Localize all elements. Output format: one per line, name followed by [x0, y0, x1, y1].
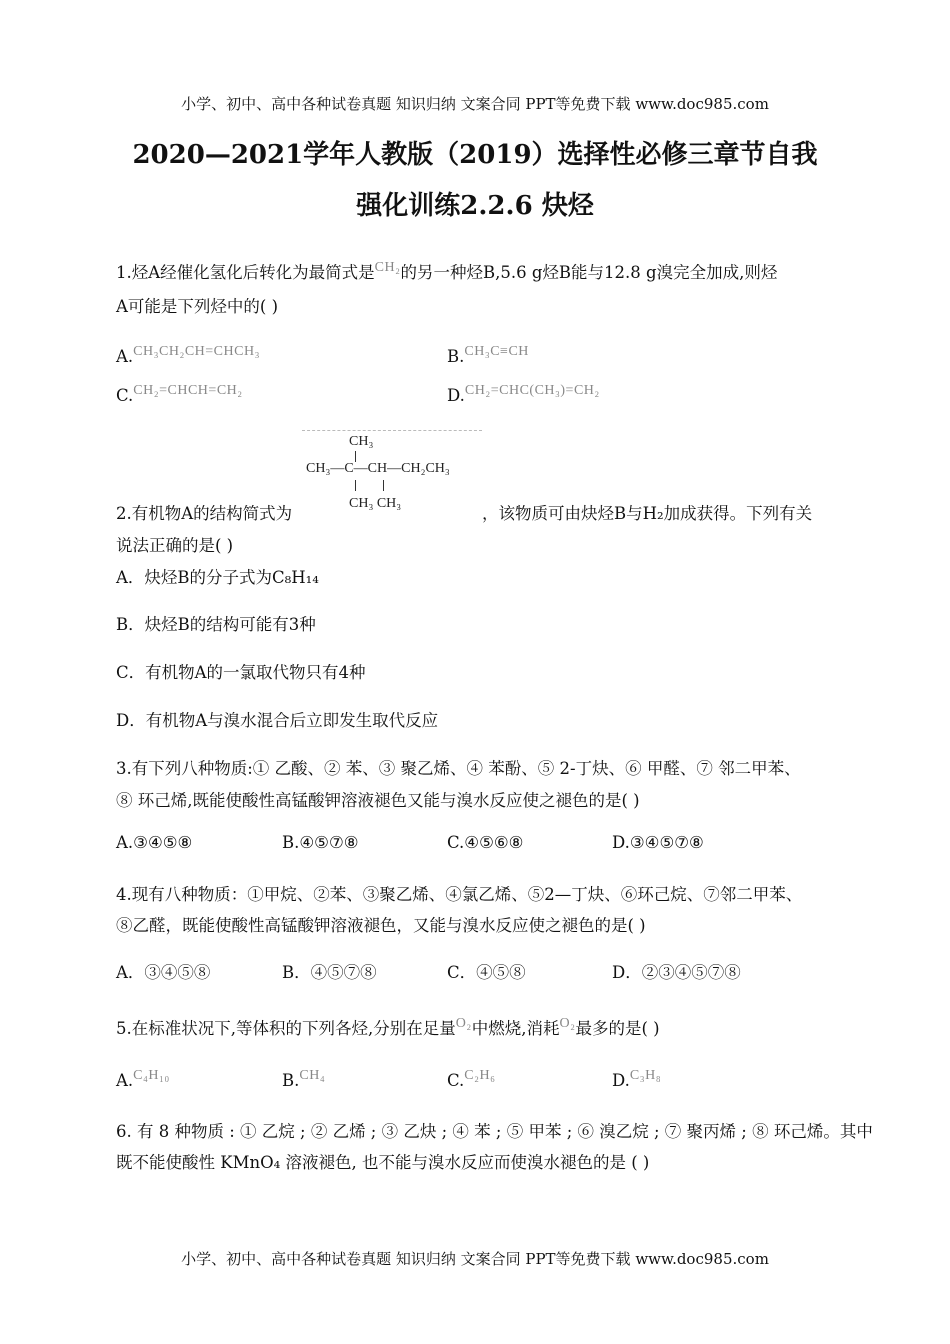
q1-formula: CH₂ — [374, 260, 401, 275]
q4-option-b: B．④⑤⑦⑧ — [282, 963, 377, 982]
title-line-2: 强化训练2.2.6 炔烃 — [356, 191, 594, 221]
q6-line-1: 6. 有 8 种物质 : ① 乙烷 ; ② 乙烯 ; ③ 乙炔 ; ④ 苯 ; ⑤ 甲苯 ; ⑥ 溴乙烷 ; ⑦ 聚丙烯 ; ⑧ 环己烯。其中 — [116, 1122, 873, 1141]
q1-option-c: C.$^{CH_2=CHCH=CH_2}$ — [116, 383, 243, 405]
question-5: 5.在标准状况下,等体积的下列各烃,分别在足量$^{O_2}$中燃烧,消耗$^{O_2}$最多的是( ) — [116, 1016, 660, 1038]
q4-line-2: ⑧乙醛，既能使酸性高锰酸钾溶液褪色，又能与溴水反应使之褪色的是( ) — [116, 916, 646, 935]
q5-formula-a: O₂ — [455, 1016, 472, 1031]
struct-bond-down-1 — [355, 480, 356, 491]
q2-option-a: A．炔烃B的分子式为C₈H₁₄ — [116, 568, 319, 587]
q5-formula-b: O₂ — [559, 1016, 576, 1031]
q5-option-b: B.$^{CH_4}$ — [282, 1068, 326, 1090]
q2-line-2: 说法正确的是( ) — [116, 536, 234, 555]
q5-option-c: C.$^{C_2H_6}$ — [447, 1068, 496, 1090]
q1-text-b: 的另一种烃B,5.6 g烃B能与12.8 g溴完全加成,则烃 — [400, 263, 778, 282]
q4-option-d: D．②③④⑤⑦⑧ — [612, 963, 741, 982]
page-footer: 小学、初中、高中各种试卷真题 知识归纳 文案合同 PPT等免费下载 www.doc985.com — [181, 1250, 769, 1268]
question-1 — [116, 259, 777, 283]
struct-main-chain: CH₃—C—CH—CH₂CH₃ — [306, 461, 450, 476]
q3-option-a: A.③④⑤⑧ — [116, 833, 193, 852]
q5-option-d: D.$^{C_3H_8}$ — [612, 1068, 662, 1090]
q2-option-d: D．有机物A与溴水混合后立即发生取代反应 — [116, 711, 439, 730]
struct-bond-down-2 — [383, 480, 384, 491]
struct-top-ch3: CH₃ — [349, 434, 374, 449]
q6-line-2: 既不能使酸性 KMnO₄ 溶液褪色, 也不能与溴水反应而使溴水褪色的是 ( ) — [116, 1153, 650, 1172]
page-header: 小学、初中、高中各种试卷真题 知识归纳 文案合同 PPT等免费下载 www.doc985.com — [181, 95, 769, 113]
q3-option-d: D.③④⑤⑦⑧ — [612, 833, 704, 852]
q4-option-a: A．③④⑤⑧ — [116, 963, 211, 982]
q2-option-b: B．炔烃B的结构可能有3种 — [116, 615, 316, 634]
q1-text-a: 1.烃A经催化氢化后转化为最简式是 — [116, 263, 375, 282]
q3-line-1: 3.有下列八种物质:① 乙酸、② 苯、③ 聚乙烯、④ 苯酚、⑤ 2-丁炔、⑥ 甲醛、⑦ 邻二甲苯、 — [116, 759, 801, 778]
q1-line-2: A可能是下列烃中的( ) — [116, 297, 279, 316]
figure-border — [302, 430, 482, 433]
q2-option-c: C．有机物A的一氯取代物只有4种 — [116, 663, 366, 682]
q4-line-1: 4.现有八种物质：①甲烷、②苯、③聚乙烯、④氯乙烯、⑤2—丁炔、⑥环己烷、⑦邻二甲苯、 — [116, 885, 803, 904]
title-line-1: 2020—2021学年人教版（2019）选择性必修三章节自我 — [132, 140, 818, 170]
q3-option-b: B.④⑤⑦⑧ — [282, 833, 359, 852]
q1-option-b: B.$^{CH_3C\equiv CH}$ — [447, 344, 529, 366]
q2-text-a: 2.有机物A的结构简式为 — [116, 504, 293, 523]
q5-option-a: A.$^{C_4H_{10}}$ — [116, 1068, 170, 1090]
q3-line-2: ⑧ 环己烯,既能使酸性高锰酸钾溶液褪色又能与溴水反应使之褪色的是( ) — [116, 791, 640, 810]
structural-formula — [302, 430, 482, 516]
struct-bottom: CH₃ CH₃ — [349, 496, 402, 511]
q1-option-d: D.$^{CH_2=CHC(CH_3)=CH_2}$ — [447, 383, 600, 405]
q1-option-a: A.$^{CH_3CH_2CH=CHCH_3}$ — [116, 344, 260, 366]
q3-option-c: C.④⑤⑥⑧ — [447, 833, 524, 852]
q4-option-c: C．④⑤⑧ — [447, 963, 526, 982]
q2-text-b: ，该物质可由炔烃B与H₂加成获得。下列有关 — [482, 504, 813, 523]
